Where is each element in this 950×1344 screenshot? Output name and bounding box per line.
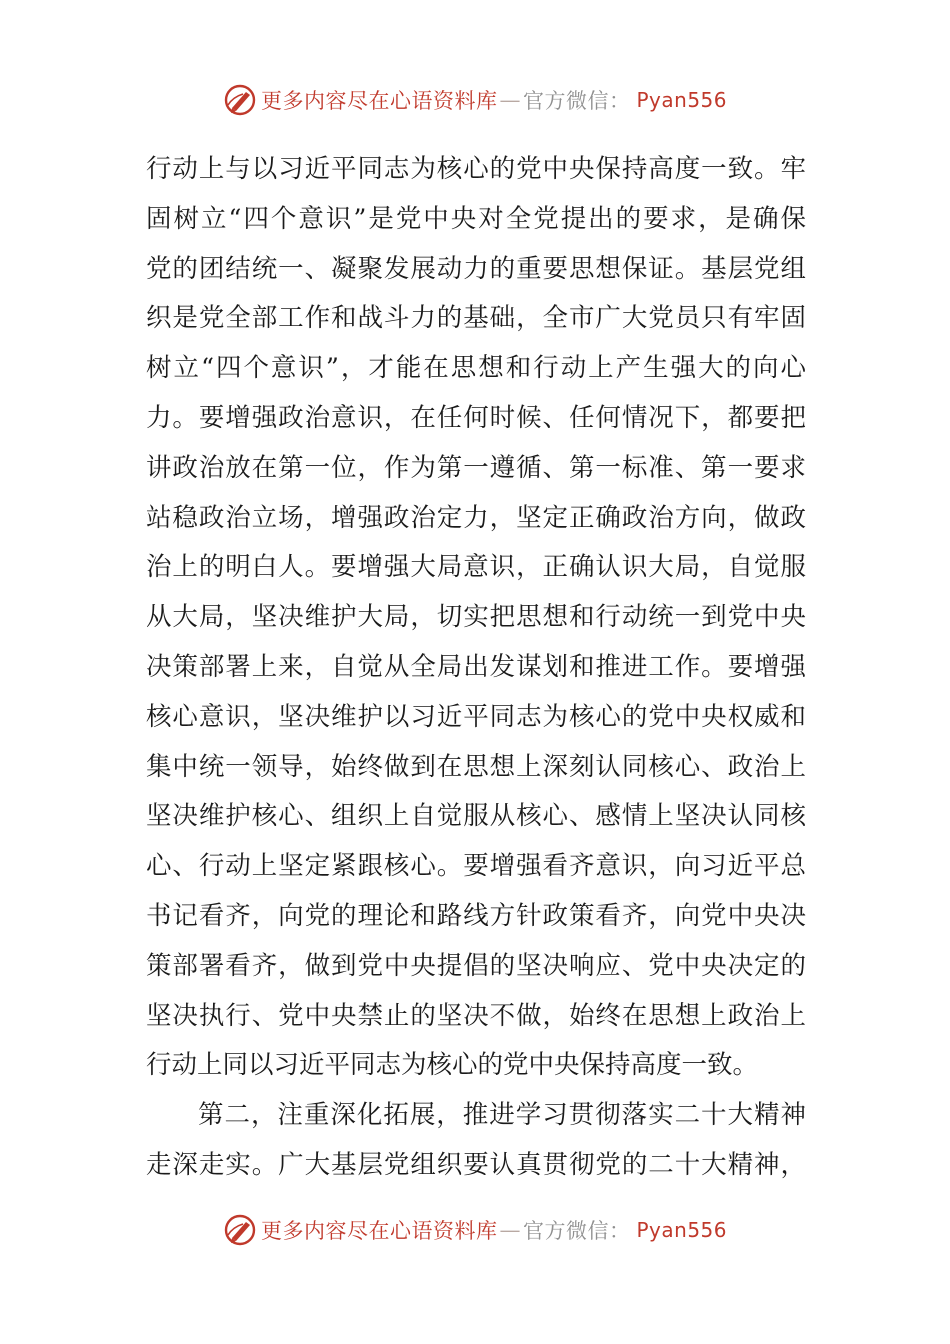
- watermark-main-text: 更多内容尽在心语资料库: [260, 89, 498, 113]
- body-line-paragraph-start: 第二，注重深化拓展，推进学习贯彻落实二十大精神: [198, 1100, 806, 1131]
- body-line: 心、行动上坚定紧跟核心。要增强看齐意识，向习近平总: [146, 851, 806, 882]
- body-line: 坚决维护核心、组织上自觉服从核心、感情上坚决认同核: [146, 801, 806, 832]
- watermark-wechat-label: 官方微信：: [522, 89, 631, 113]
- watermark-wechat-id: Pyan556: [636, 88, 727, 112]
- body-line: 站稳政治立场，增强政治定力，坚定正确政治方向，做政: [146, 502, 806, 533]
- body-line: 从大局，坚决维护大局，切实把思想和行动统一到党中央: [146, 602, 806, 633]
- pen-circle-logo-icon: [223, 1213, 257, 1247]
- body-line: 党的团结统一、凝聚发展动力的重要思想保证。基层党组: [146, 253, 806, 284]
- watermark-main-text: 更多内容尽在心语资料库: [260, 1219, 498, 1243]
- body-line: 决策部署上来，自觉从全局出发谋划和推进工作。要增强: [146, 651, 806, 682]
- body-line: 力。要增强政治意识，在任何时候、任何情况下，都要把: [146, 402, 806, 433]
- watermark-wechat-id: Pyan556: [636, 1218, 727, 1242]
- body-line: 书记看齐，向党的理论和路线方针政策看齐，向党中央决: [146, 900, 806, 931]
- body-line: 行动上与以习近平同志为核心的党中央保持高度一致。牢: [146, 154, 806, 184]
- body-line-paragraph-end: 行动上同以习近平同志为核心的党中央保持高度一致。: [146, 1050, 759, 1081]
- body-line: 织是党全部工作和战斗力的基础，全市广大党员只有牢固: [146, 303, 806, 334]
- watermark-separator: —: [499, 1218, 521, 1242]
- body-line: 固树立“四个意识”是党中央对全党提出的要求，是确保: [146, 203, 806, 234]
- body-line: 集中统一领导，始终做到在思想上深刻认同核心、政治上: [146, 751, 806, 782]
- body-line: 坚决执行、党中央禁止的坚决不做，始终在思想上政治上: [146, 1000, 806, 1031]
- body-line: 治上的明白人。要增强大局意识，正确认识大局，自觉服: [146, 552, 806, 583]
- pen-circle-logo-icon: [223, 83, 257, 117]
- body-line: 树立“四个意识”，才能在思想和行动上产生强大的向心: [146, 353, 806, 384]
- watermark-wechat-label: 官方微信：: [522, 1219, 631, 1243]
- footer-watermark: [0, 1210, 950, 1250]
- body-line: 讲政治放在第一位，作为第一遵循、第一标准、第一要求: [146, 452, 806, 483]
- body-line: 策部署看齐，做到党中央提倡的坚决响应、党中央决定的: [146, 950, 806, 981]
- header-watermark: [0, 80, 950, 120]
- document-body: [146, 145, 806, 1191]
- watermark-separator: —: [499, 88, 521, 112]
- body-line: 走深走实。广大基层党组织要认真贯彻党的二十大精神，: [146, 1149, 806, 1180]
- body-line: 核心意识，坚决维护以习近平同志为核心的党中央权威和: [146, 701, 806, 732]
